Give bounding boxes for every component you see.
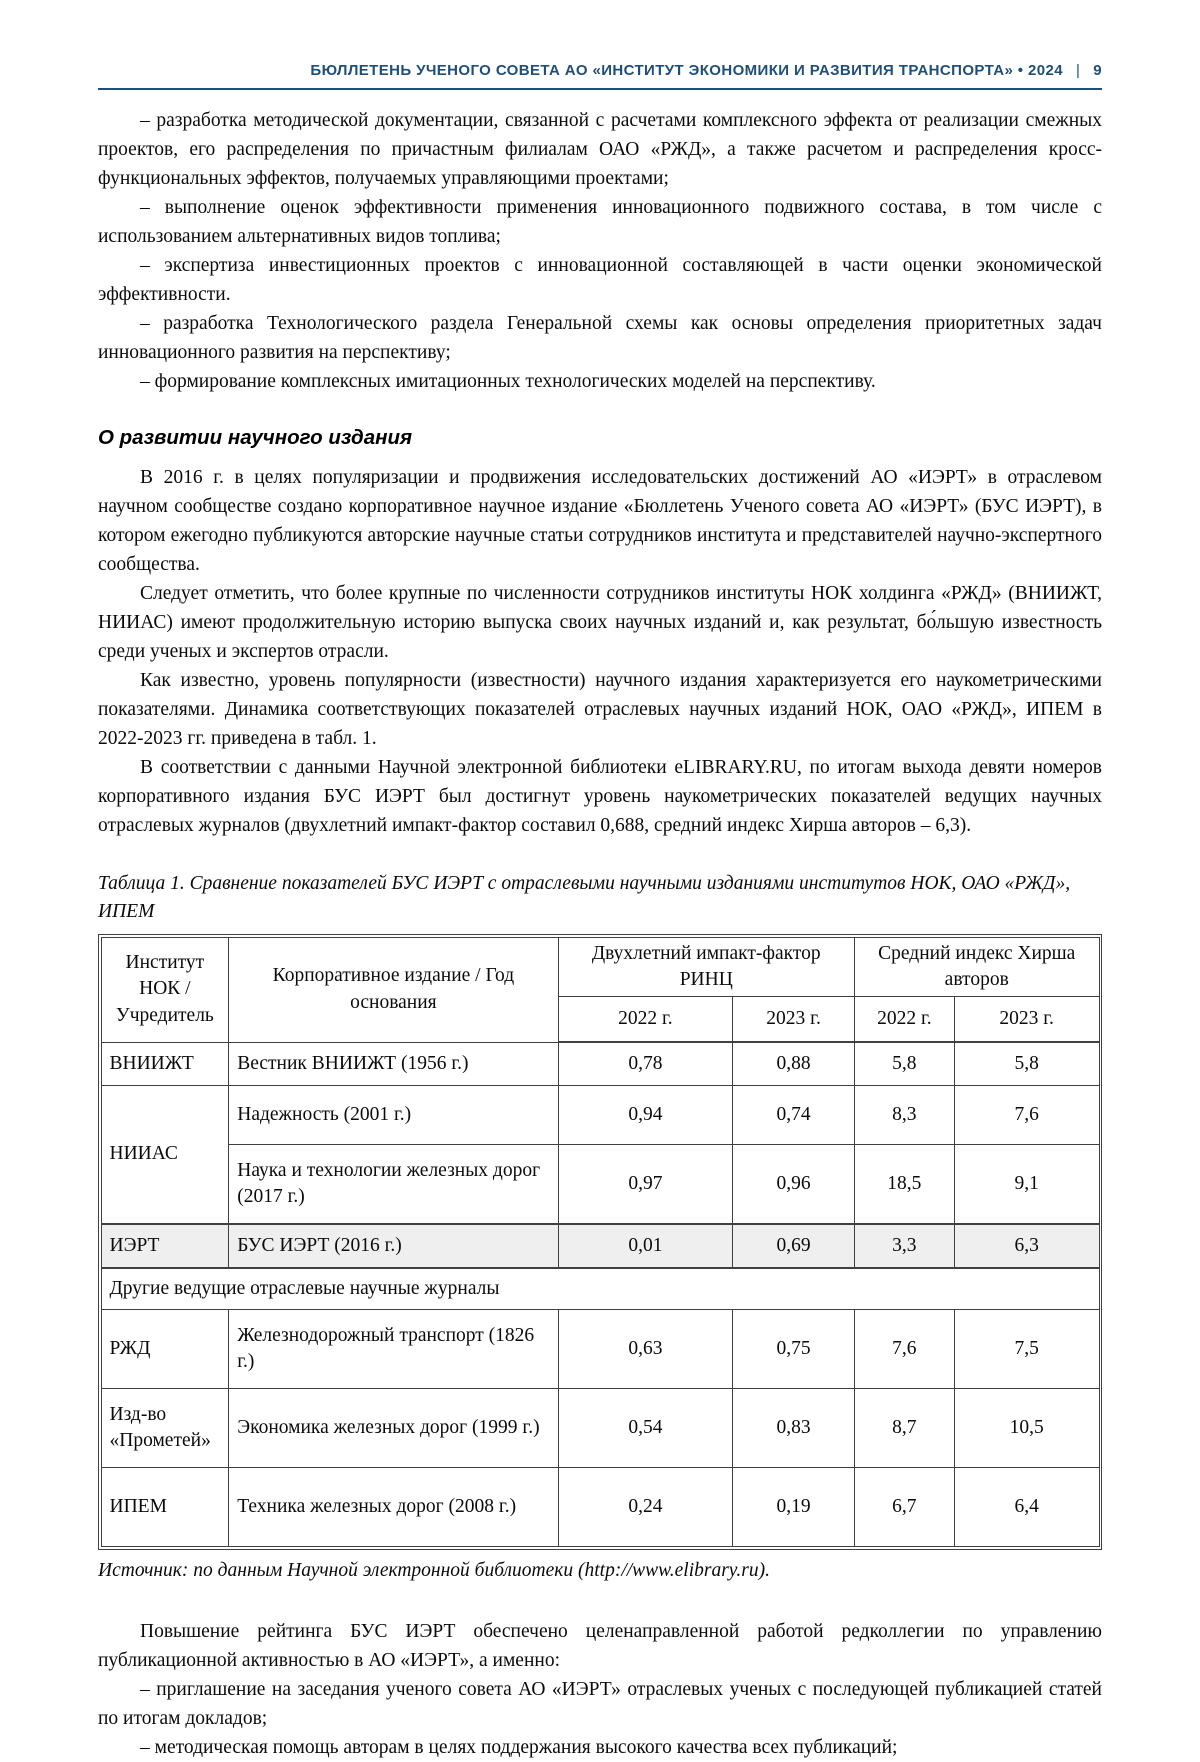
- table-row: [101, 1145, 1099, 1225]
- intro-item: – разработка методической документации, связанной с расчетами комплексного эффекта от реализации смежных проектов, его распределения по причастным филиалам ОАО «РЖД», а также расчетом и распределения кросс-функциональных эффектов, получаемых управляющими проектами;: [98, 110, 1102, 189]
- document-page: [98, 0, 1102, 1762]
- cell-impact-2022: 0,94: [558, 1086, 733, 1145]
- cell-edition: Экономика железных дорог (1999 г.): [229, 1389, 558, 1468]
- cell-hirsch-2023: 6,3: [954, 1224, 1099, 1268]
- cell-impact-2023: 0,83: [733, 1389, 855, 1468]
- cell-hirsch-2022: 18,5: [854, 1145, 954, 1225]
- cell-impact-2022: 0,24: [558, 1468, 733, 1547]
- section-heading: О развитии научного издания: [98, 426, 413, 449]
- cell-hirsch-2023: 6,4: [954, 1468, 1099, 1547]
- col-header-year: 2023 г.: [954, 997, 1099, 1043]
- col-header-year: 2023 г.: [733, 997, 855, 1043]
- intro-item: – формирование комплексных имитационных технологических моделей на перспективу.: [140, 371, 876, 392]
- cell-impact-2023: 0,75: [733, 1310, 855, 1389]
- cell-hirsch-2023: 7,5: [954, 1310, 1099, 1389]
- cell-hirsch-2022: 5,8: [854, 1042, 954, 1086]
- cell-hirsch-2023: 5,8: [954, 1042, 1099, 1086]
- table-row-highlighted: [101, 1224, 1099, 1268]
- cell-hirsch-2022: 7,6: [854, 1310, 954, 1389]
- cell-hirsch-2023: 7,6: [954, 1086, 1099, 1145]
- header-rule: [98, 88, 1102, 90]
- col-header-hirsch-group: Средний индекс Хирша авторов: [854, 937, 1099, 997]
- col-header-institute: Институт НОК / Учредитель: [101, 937, 229, 1042]
- cell-impact-2023: 0,74: [733, 1086, 855, 1145]
- source-note: Источник: по данным Научной электронной библиотеки (http://www.elibrary.ru).: [98, 1559, 770, 1581]
- col-header-year: 2022 г.: [854, 997, 954, 1043]
- cell-impact-2022: 0,97: [558, 1145, 733, 1225]
- cell-institute: ИПЕМ: [101, 1468, 229, 1547]
- cell-hirsch-2023: 10,5: [954, 1389, 1099, 1468]
- cell-impact-2022: 0,01: [558, 1224, 733, 1268]
- header-title: БЮЛЛЕТЕНЬ УЧЕНОГО СОВЕТА АО «ИНСТИТУТ ЭКОНОМИКИ И РАЗВИТИЯ ТРАНСПОРТА» • 2024: [310, 62, 1063, 79]
- table-row: [101, 1389, 1099, 1468]
- metrics-table-frame: [98, 934, 1102, 1550]
- table-row: [101, 1310, 1099, 1389]
- cell-impact-2023: 0,88: [733, 1042, 855, 1086]
- cell-impact-2023: 0,69: [733, 1224, 855, 1268]
- cell-hirsch-2023: 9,1: [954, 1145, 1099, 1225]
- document-body: [98, 106, 1102, 1762]
- closing-item: – приглашение на заседания ученого совета АО «ИЭРТ» отраслевых ученых с последующей публикацией статей по итогам докладов;: [98, 1678, 1102, 1729]
- body-paragraph: В соответствии с данными Научной электронной библиотеки eLIBRARY.RU, по итогам выхода девяти номеров корпоративного издания БУС ИЭРТ был достигнут уровень наукометрических показателей ведущих научных отраслевых журналов (двухлетний импакт-фактор составил 0,688, средний индекс Хирша авторов – 6,3).: [98, 757, 1102, 836]
- col-header-year: 2022 г.: [558, 997, 733, 1043]
- cell-impact-2022: 0,63: [558, 1310, 733, 1389]
- table-section-row: [101, 1268, 1099, 1310]
- cell-institute: ИЭРТ: [101, 1224, 229, 1268]
- closing-section: [98, 1617, 1102, 1762]
- cell-impact-2022: 0,78: [558, 1042, 733, 1086]
- body-paragraph: Следует отметить, что более крупные по численности сотрудников институты НОК холдинга «РЖД» (ВНИИЖТ, НИИАС) имеют продолжительную историю выпуска своих научных изданий и, как результат, бо́льшую известность среди ученых и экспертов отрасли.: [98, 583, 1102, 662]
- table-row: [101, 1468, 1099, 1547]
- cell-impact-2022: 0,54: [558, 1389, 733, 1468]
- cell-impact-2023: 0,96: [733, 1145, 855, 1225]
- cell-hirsch-2022: 6,7: [854, 1468, 954, 1547]
- table-row: [101, 1042, 1099, 1086]
- cell-institute: НИИАС: [101, 1086, 229, 1225]
- page-number: 9: [1093, 62, 1102, 79]
- cell-edition: Наука и технологии железных дорог (2017 г.): [229, 1145, 558, 1225]
- cell-edition: БУС ИЭРТ (2016 г.): [229, 1224, 558, 1268]
- closing-item: – методическая помощь авторам в целях поддержания высокого качества всех публикаций;: [140, 1736, 898, 1758]
- metrics-table: [101, 937, 1100, 1548]
- cell-edition: Вестник ВНИИЖТ (1956 г.): [229, 1042, 558, 1086]
- table-row: [101, 1086, 1099, 1145]
- header-separator: |: [1075, 62, 1081, 79]
- cell-edition: Техника железных дорог (2008 г.): [229, 1468, 558, 1547]
- intro-item: – экспертиза инвестиционных проектов с инновационной составляющей в части оценки экономической эффективности.: [98, 255, 1102, 305]
- cell-hirsch-2022: 8,7: [854, 1389, 954, 1468]
- table-section-label: Другие ведущие отраслевые научные журналы: [101, 1268, 1099, 1310]
- cell-impact-2023: 0,19: [733, 1468, 855, 1547]
- page-header: [98, 62, 1102, 90]
- running-head: [98, 62, 1102, 79]
- cell-edition: Железнодорожный транспорт (1826 г.): [229, 1310, 558, 1389]
- col-header-edition: Корпоративное издание / Год основания: [229, 937, 558, 1042]
- cell-hirsch-2022: 3,3: [854, 1224, 954, 1268]
- cell-institute: Изд-во «Прометей»: [101, 1389, 229, 1468]
- cell-hirsch-2022: 8,3: [854, 1086, 954, 1145]
- intro-item: – выполнение оценок эффективности применения инновационного подвижного состава, в том числе с использованием альтернативных видов топлива;: [98, 197, 1102, 247]
- body-paragraph: Повышение рейтинга БУС ИЭРТ обеспечено целенаправленной работой редколлегии по управлению публикационной активностью в АО «ИЭРТ», а именно:: [98, 1620, 1102, 1671]
- table-caption: Таблица 1. Сравнение показателей БУС ИЭРТ с отраслевыми научными изданиями институтов НОК, ОАО «РЖД», ИПЕМ: [98, 873, 1071, 922]
- col-header-impact-group: Двухлетний импакт-фактор РИНЦ: [558, 937, 854, 997]
- body-paragraph: В 2016 г. в целях популяризации и продвижения исследовательских достижений АО «ИЭРТ» в отраслевом научном сообществе создано корпоративное научное издание «Бюллетень Ученого совета АО «ИЭРТ» (БУС ИЭРТ), в котором ежегодно публикуются авторские научные статьи сотрудников института и представителей научно-экспертного сообщества.: [98, 467, 1102, 575]
- body-paragraph: Как известно, уровень популярности (известности) научного издания характеризуется его наукометрическими показателями. Динамика соответствующих показателей отраслевых научных изданий НОК, ОАО «РЖД», ИПЕМ в 2022-2023 гг. приведена в табл. 1.: [98, 670, 1102, 749]
- cell-edition: Надежность (2001 г.): [229, 1086, 558, 1145]
- cell-institute: РЖД: [101, 1310, 229, 1389]
- intro-item: – разработка Технологического раздела Генеральной схемы как основы определения приоритетных задач инновационного развития на перспективу;: [98, 313, 1102, 363]
- cell-institute: ВНИИЖТ: [101, 1042, 229, 1086]
